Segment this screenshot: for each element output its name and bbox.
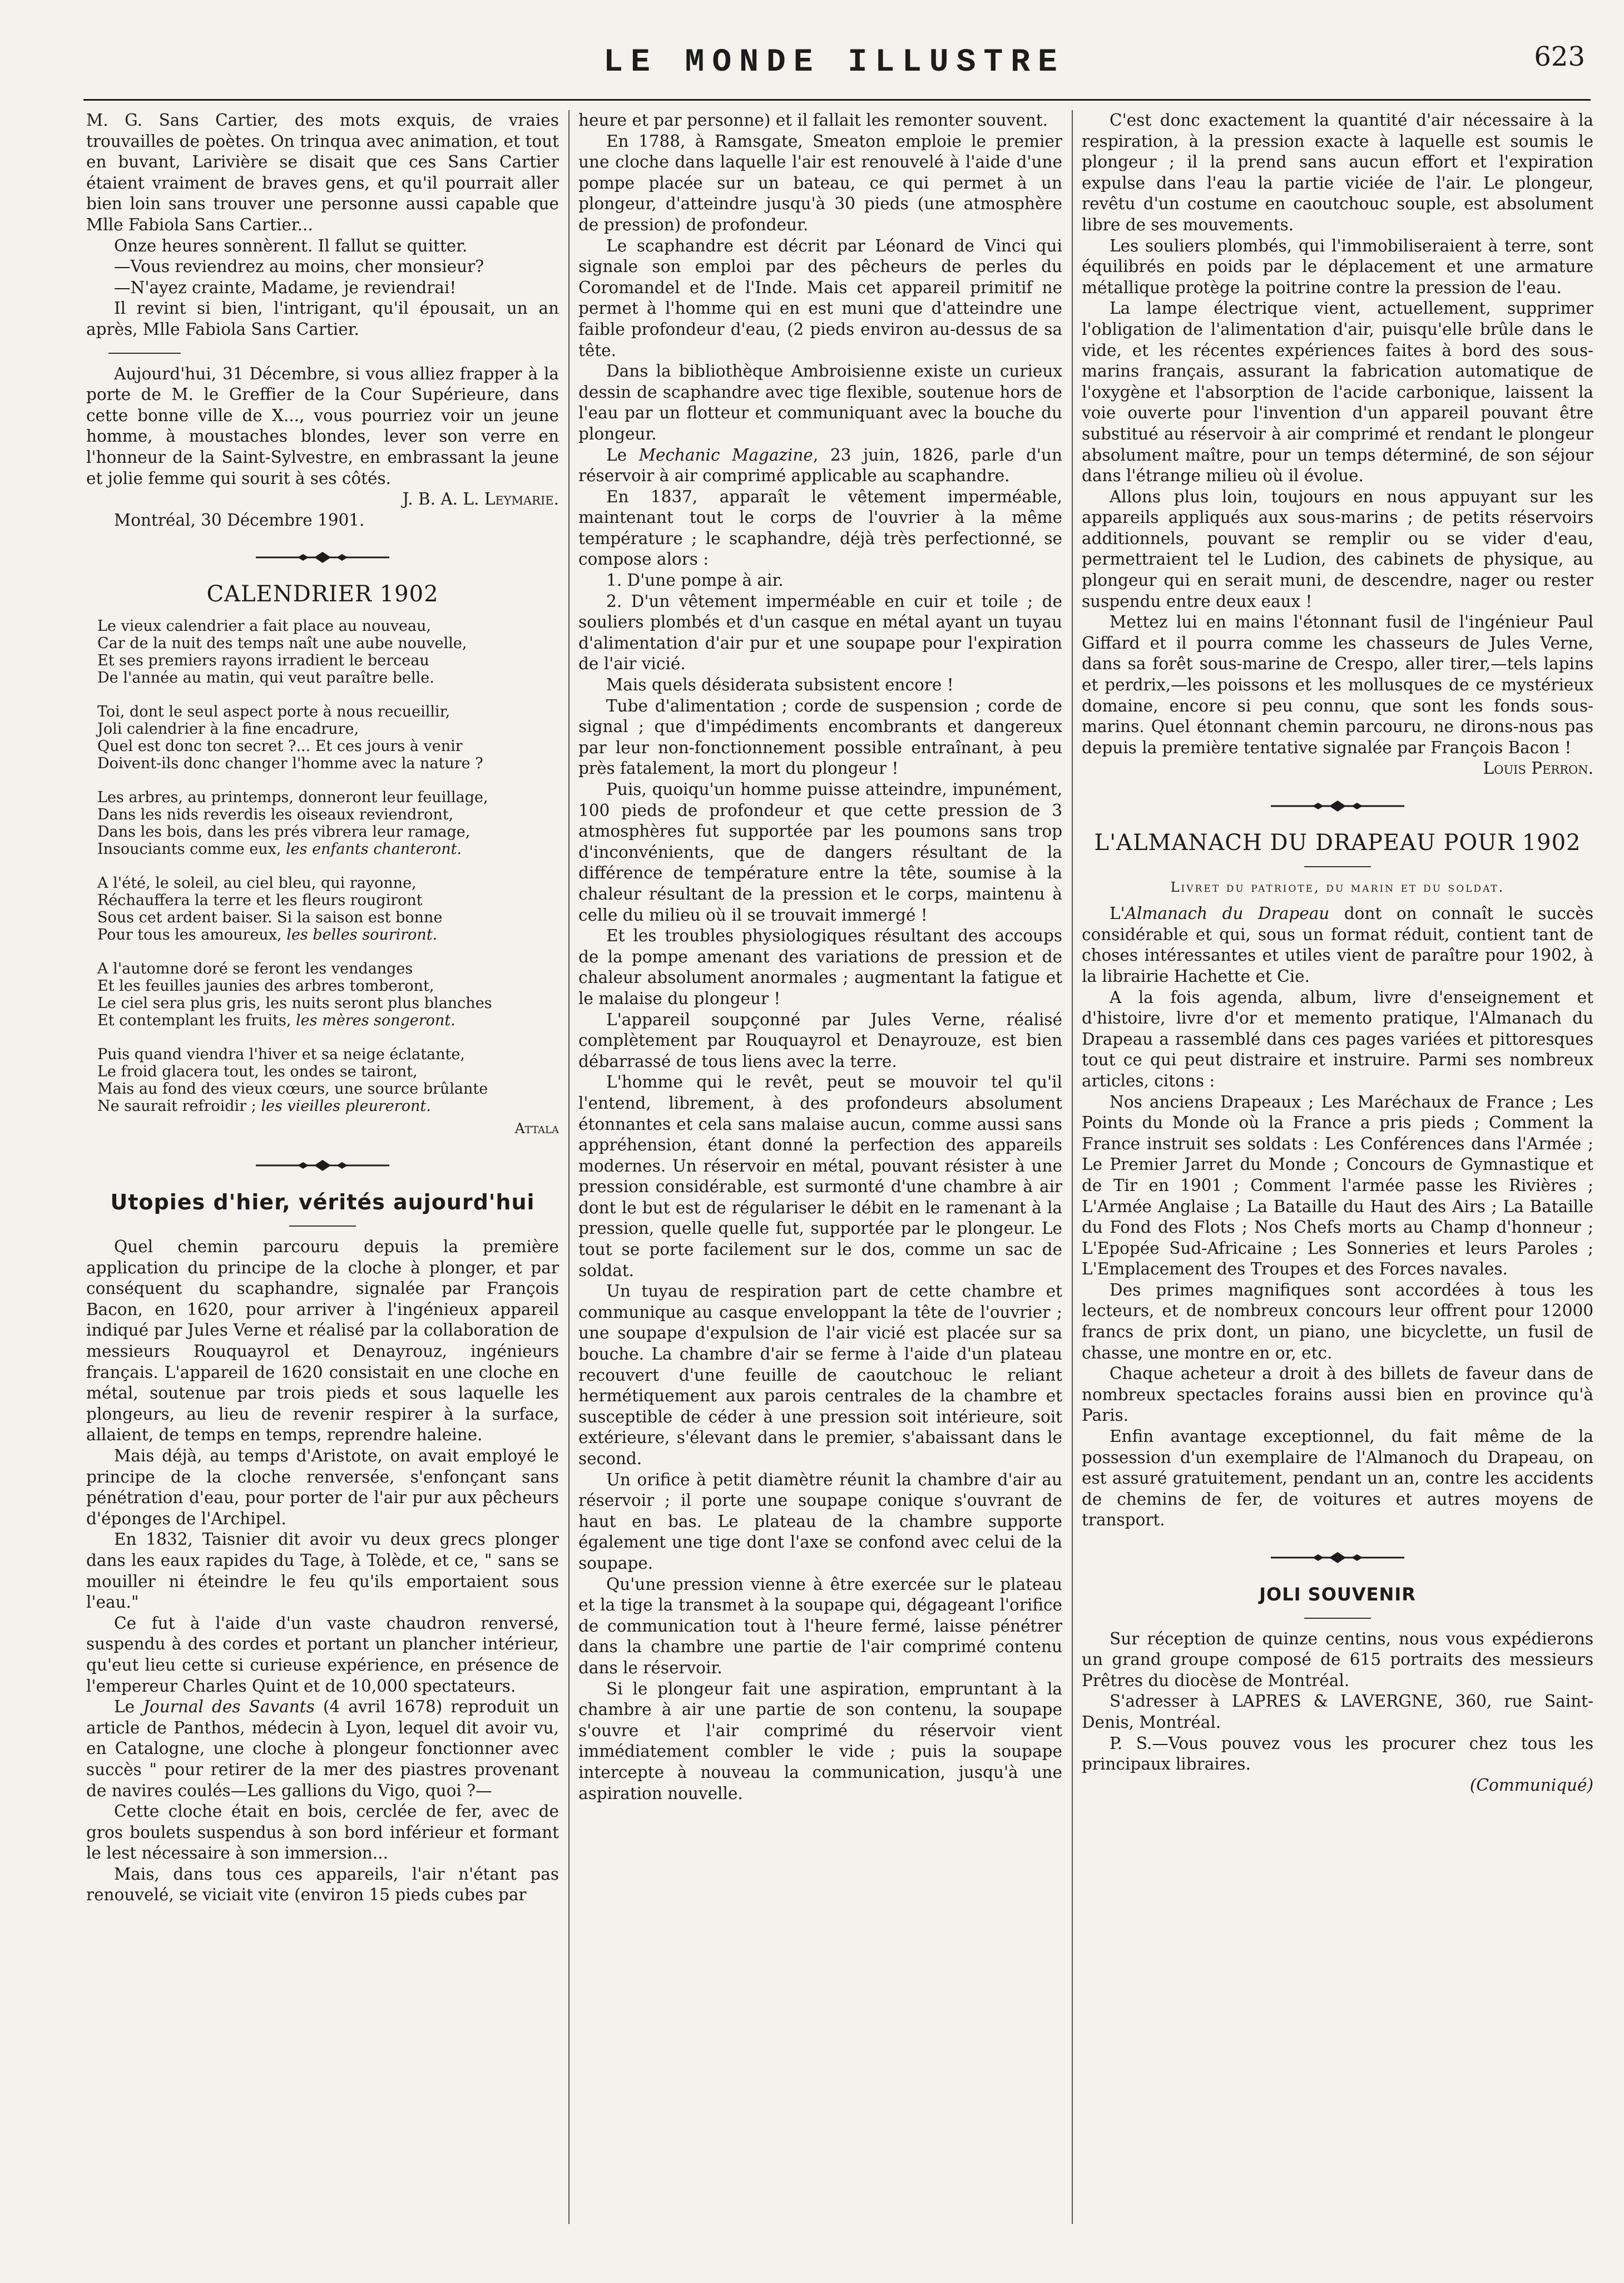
poem-verse: Puis quand viendra l'hiver et sa neige éclatante,: [97, 1045, 465, 1063]
souvenir-title: JOLI SOUVENIR: [1259, 1584, 1416, 1605]
almanach-paragraph: A la fois agenda, album, livre d'enseignement et d'histoire, livre d'or et memento pratique, l'Almanach du Drapeau a rassemblé dans ces pages variées et pittoresques tout ce qui peut distraire et instruire. Parmi ses nombreux articles, citons :: [1082, 987, 1593, 1090]
poem-verse: Le ciel sera plus gris, les nuits seront plus blanches: [97, 994, 492, 1012]
souvenir-paragraph: P. S.—Vous pouvez vous les procurer chez tous les principaux libraires.: [1082, 1733, 1593, 1774]
story-paragraph: Onze heures sonnèrent. Il fallut se quitter.: [114, 236, 468, 255]
story-paragraph: —N'ayez crainte, Madame, je reviendrai!: [114, 278, 457, 297]
utopies-paragraph: Allons plus loin, toujours en nous appuyant sur les appareils appliqués aux sous-marins ; de petits réservoirs additionnels, pouvant se remplir ou se vider d'eau, permettraient tel le Ludion, des cabinets de physique, au plongeur qui en serait muni, de descendre, nager ou rester suspendu entre deux eaux !: [1082, 487, 1593, 611]
poem-stanza: [97, 874, 559, 943]
text-run: (4 avril 1678) reproduit un article de Panthos, médecin à Lyon, lequel dit avoir vu, en Catalogne, une cloche à plongeur fonctionner avec succès " pour retirer de la mer des piastres provenant de navires coulés—Les gallions du Vigo, quoi ?—: [86, 1697, 559, 1800]
utopies-paragraph: [86, 1697, 559, 1801]
poem-verse: Les arbres, au printemps, donneront leur feuillage,: [97, 788, 488, 806]
utopies-paragraph: L'appareil soupçonné par Jules Verne, réalisé complètement par Rouquayrol et Denayrouze, est bien débarrassé de tous liens avec la terre.: [578, 1010, 1062, 1071]
title-underline: [289, 1225, 356, 1227]
poem-verse: Et les feuilles jaunies des arbres tomberont,: [97, 977, 434, 995]
ornament: [1082, 789, 1593, 823]
utopies-paragraph: En 1788, à Ramsgate, Smeaton emploie le premier une cloche dans laquelle l'air est renouvelé à l'aide d'une pompe placée sur un bateau, ce qui permet à un plongeur, d'atteindre jusqu'à 30 pieds (une atmosphère de pression) de profondeur.: [578, 131, 1062, 234]
column-1: [86, 110, 559, 2257]
verse-italic-ending: les mères songeront.: [296, 1011, 455, 1029]
verse-start: Ne saurait refroidir ;: [97, 1097, 256, 1115]
page-number: 623: [1534, 41, 1585, 72]
communique-note: [1082, 1775, 1593, 1796]
utopies-paragraph: Un tuyau de respiration part de cette chambre et communique au casque enveloppant la tête de l'ouvrier ; une soupape d'expulsion de l'air vicié est placée sur sa bouche. La chambre d'air se ferme à l'aide d'un plateau recouvert d'une feuille de caoutchouc le reliant hermétiquement aux parois centrales de la chambre et susceptible de céder à une pression soit intérieure, soit extérieure, s'élevant dans le premier, s'abaissant dans le second.: [578, 1282, 1062, 1468]
utopies-paragraph: Le scaphandre est décrit par Léonard de Vinci qui signale son emploi par des pêcheurs de perles du Coromandel et de l'Inde. Mais cet appareil primitif ne permet à l'homme qui en est muni que d'atteindre une faible profondeur d'eau, (2 pieds environ au-dessus de sa tête.: [578, 236, 1062, 360]
poem-signature: Attala: [514, 1120, 559, 1136]
poem-verse: Mais au fond des vieux cœurs, une source brûlante: [97, 1080, 488, 1098]
text-run: Le: [114, 1697, 143, 1717]
almanach-subtitle: Livret du patriote, du marin et du soldat.: [1170, 879, 1505, 895]
poem-verse: Doivent-ils donc changer l'homme avec la nature ?: [97, 754, 483, 772]
verse-italic-ending: les belles souriront.: [286, 926, 438, 943]
poem-verse: Le froid glacera tout, les ondes se tairont,: [97, 1063, 418, 1080]
ornament-rule-icon: [1265, 799, 1410, 813]
utopies-paragraph: Quel chemin parcouru depuis la première application du principe de la cloche à plonger, et par conséquent du scaphandre, signalée par François Bacon, en 1620, pour arriver à l'ingénieux appareil indiqué par Jules Verne et réalisé par la collaboration de messieurs Rouquayrol et Denayrouz, ingénieurs français. L'appareil de 1620 consistait en une cloche en métal, soutenue par trois pieds et sous laquelle les plongeurs, au lieu de revenir respirer à la surface, allaient, de temps en temps, reprendre haleine.: [86, 1237, 559, 1445]
story-signature: J. B. A. L. Leymarie.: [402, 490, 559, 509]
story-paragraph: Il revint si bien, l'intrigant, qu'il épousait, un an après, Mlle Fabiola Sans Cartier.: [86, 299, 559, 339]
verse-start: Insouciants comme eux,: [97, 840, 281, 858]
ornament-rule-icon: [250, 1159, 395, 1172]
calendrier-poem: [86, 617, 559, 1115]
almanach-name: Almanach du Drapeau: [1125, 904, 1330, 923]
poem-verse: Joli calendrier à la fine encadrure,: [97, 720, 359, 738]
poem-stanza: [97, 703, 559, 772]
utopies-paragraph: En 1837, apparaît le vêtement imperméable, maintenant tout le corps de l'ouvrier à la même température ; le scaphandre, déjà très perfectionné, se compose alors :: [578, 487, 1062, 569]
text-run: , 23 juin, 1826, parle d'un réservoir à air comprimé applicable au scaphandre.: [578, 445, 1062, 486]
story-dateline: Montréal, 30 Décembre 1901.: [114, 510, 365, 530]
poem-verse: A l'automne doré se feront les vendanges: [97, 960, 413, 977]
poem-verse: [97, 1012, 559, 1029]
poem-verse: Sous cet ardent baiser. Si la saison est bonne: [97, 908, 443, 926]
list-item: 1. D'une pompe à air.: [606, 571, 784, 590]
calendrier-title: CALENDRIER 1902: [206, 581, 439, 607]
text-run: Le: [606, 445, 639, 464]
poem-stanza: [97, 1046, 559, 1115]
poem-verse: De l'année au matin, qui veut paraître belle.: [97, 669, 434, 686]
poem-verse: Et ses premiers rayons irradient le berceau: [97, 651, 429, 669]
column-divider: [1072, 110, 1073, 2224]
utopies-title: Utopies d'hier, vérités aujourd'hui: [110, 1190, 535, 1215]
almanach-paragraph: [1082, 903, 1593, 987]
almanach-paragraph: Chaque acheteur a droit à des billets de faveur dans de nombreux spectacles forains aussi bien en province qu'à Paris.: [1082, 1364, 1593, 1425]
utopies-paragraph: Si le plongeur fait une aspiration, empruntant à la chambre à air une partie de son contenu, la soupape s'ouvre et l'air comprimé du réservoir vient immédiatement combler le vide ; puis la soupape intercepte à nouveau la communication, jusqu'à une aspiration nouvelle.: [578, 1679, 1062, 1803]
poem-stanza: [97, 789, 559, 858]
text-run: dont on connaît le succès considérable et qui, sous un format réduit, contient tant de choses intéressantes et utiles vient de paraître pour 1902, à la librairie Hachette et Cie.: [1082, 904, 1593, 986]
poem-verse: [97, 841, 559, 858]
utopies-paragraph: La lampe électrique vient, actuellement, supprimer l'obligation de l'alimentation d'air, puisqu'elle brûle dans le vide, et les récentes expériences faites à bord des sous-marins français, assurant la fabrication automatique de l'oxygène et l'absorption de l'acide carbonique, laissent la voie ouverte pour l'invention d'un appareil pouvant être substitué au réservoir à air comprimé et rendant le plongeur absolument maître, pour un temps déterminé, de son séjour dans l'étrange milieu où il évolue.: [1082, 299, 1593, 486]
title-underline: [1304, 1618, 1371, 1619]
poem-verse: Le vieux calendrier a fait place au nouveau,: [97, 617, 432, 635]
story-paragraph: Aujourd'hui, 31 Décembre, si vous alliez frapper à la porte de M. le Greffier de la Cour Supérieure, dans cette bonne ville de X..., vous pourriez voir un jeune homme, à moustaches blondes, lever son verre en l'honneur de la Saint-Sylvestre, en embrassant la jeune et jolie femme qui sourit à ses côtés.: [86, 364, 559, 488]
ornament-rule-icon: [250, 551, 395, 564]
utopies-paragraph: Cette cloche était en bois, cerclée de fer, avec de gros boulets suspendus à son bord inférieur et formant le lest nécessaire à son immersion...: [86, 1802, 559, 1863]
list-item: 2. D'un vêtement imperméable en cuir et toile ; de souliers plombés et d'un casque en métal ayant un tuyau d'alimentation d'air pur et une soupape pour l'expiration de l'air vicié.: [578, 591, 1062, 674]
story-paragraph: —Vous reviendrez au moins, cher monsieur?: [114, 257, 484, 276]
poem-verse: Quel est donc ton secret ?... Et ces jours à venir: [97, 737, 463, 755]
magazine-title: Mechanic Magazine: [638, 445, 813, 464]
utopies-paragraph: Ce fut à l'aide d'un vaste chaudron renversé, suspendu à des cordes et portant un plancher intérieur, qu'eut lieu cette si curieuse expérience, en présence de l'empereur Charles Quint et de 10,000 spectateurs.: [86, 1613, 559, 1696]
poem-verse: Car de la nuit des temps naît une aube nouvelle,: [97, 634, 467, 652]
journal-title: Journal des Savants: [143, 1697, 315, 1717]
utopies-paragraph: Mais, dans tous ces appareils, l'air n'étant pas renouvelé, se viciait vite (environ 15 pieds cubes par: [86, 1864, 559, 1905]
column-3: [1082, 110, 1593, 2257]
ornament: [86, 1149, 559, 1182]
almanach-title: L'ALMANACH DU DRAPEAU POUR 1902: [1094, 830, 1581, 856]
utopies-paragraph: En 1832, Taisnier dit avoir vu deux grecs plonger dans les eaux rapides du Tage, à Tolède, et ce, " sans se mouiller ni éteindre le feu qu'ils emportaient sous l'eau.": [86, 1530, 559, 1612]
poem-stanza: [97, 617, 559, 686]
poem-verse: [97, 1098, 559, 1115]
title-underline: [1304, 866, 1371, 867]
poem-verse: A l'été, le soleil, au ciel bleu, qui rayonne,: [97, 874, 417, 892]
newspaper-title: LE MONDE ILLUSTRE: [603, 45, 1065, 81]
souvenir-paragraph: Sur réception de quinze centins, nous vous expédierons un grand groupe composé de 615 portraits des messieurs Prêtres du diocèse de Montréal.: [1082, 1629, 1593, 1690]
utopies-paragraph: Mais déjà, au temps d'Aristote, on avait employé le principe de la cloche renversée, s'enfonçant sans pénétration d'eau, pour porter de l'air pur aux pêcheurs d'éponges de l'Archipel.: [86, 1446, 559, 1528]
utopies-paragraph: Et les troubles physiologiques résultant des accoups de la pompe amenant des variations de pression et de chaleur absolument anormales ; augmentant la fatigue et le malaise du plongeur !: [578, 926, 1062, 1008]
section-dash: [108, 353, 181, 354]
utopies-paragraph: L'homme qui le revêt, peut se mouvoir tel qu'il l'entend, librement, à des profondeurs absolument étonnantes et cela sans malaise aucun, comme aussi sans appréhension, étant donné la perfection des appareils modernes. Un réservoir en métal, pouvant résister à une pression considérable, est surmonté d'une chambre à air dont le but est de régulariser le débit en le ramenant à la pression, quelle quelle fut, supportée par le plongeur. Le tout se porte facilement sur le dos, comme un sac de soldat.: [578, 1073, 1062, 1280]
almanach-paragraph: Des primes magnifiques sont accordées à tous les lecteurs, et de nombreux concours leur offrent pour 12000 francs de prix dont, un piano, une bicyclette, un fusil de chasse, une montre en or, etc.: [1082, 1280, 1593, 1362]
poem-verse: Toi, dont le seul aspect porte à nous recueillir,: [97, 703, 450, 720]
utopies-paragraph: heure et par personne) et il fallait les remonter souvent.: [578, 111, 1048, 130]
text-run: L': [1110, 904, 1125, 923]
almanach-paragraph: Enfin avantage exceptionnel, du fait même de la possession d'un exemplaire de l'Almanoch du Drapeau, on est assuré gratuitement, pendant un an, contre les accidents de chemins de fer, de voitures et autres moyens de transport.: [1082, 1427, 1593, 1530]
utopies-paragraph: Mais quels désiderata subsistent encore !: [606, 675, 954, 695]
verse-italic-ending: les vieilles pleureront.: [261, 1097, 431, 1115]
souvenir-paragraph: S'adresser à LAPRES & LAVERGNE, 360, rue Saint-Denis, Montréal.: [1082, 1692, 1593, 1732]
ornament: [86, 541, 559, 574]
utopies-paragraph: Tube d'alimentation ; corde de suspension ; corde de signal ; que d'impédiments encombrants et dangereux par leur non-fonctionnement possible entraînant, à peu près fatalement, la mort du plongeur !: [578, 696, 1062, 778]
poem-verse: Dans les bois, dans les prés vibrera leur ramage,: [97, 823, 471, 841]
poem-stanza: [97, 960, 559, 1029]
masthead: [83, 33, 1585, 95]
ornament: [1082, 1541, 1593, 1574]
ornament-rule-icon: [1265, 1551, 1410, 1564]
utopies-paragraph: Qu'une pression vienne à être exercée sur le plateau et la tige la transmet à la soupape qui, dégageant l'orifice de communication tout à l'heure fermé, laisse pénétrer dans la chambre une partie de l'air comprimé contenu dans le réservoir.: [578, 1574, 1062, 1677]
column-2: [578, 110, 1062, 2257]
poem-verse: Réchauffera la terre et les fleurs rougiront: [97, 891, 423, 909]
utopies-signature: Louis Perron.: [1483, 759, 1593, 778]
almanach-paragraph: Nos anciens Drapeaux ; Les Maréchaux de France ; Les Points du Monde où la France a pris pieds ; Comment la France instruit ses soldats : Les Conférences dans l'Armée ; Le Premier Jarret du Monde ; Concours de Gymnastique et de Tir en 1901 ; Comment l'armée passe les Rivières ; L'Armée Anglaise ; La Bataille du Haut des Airs ; La Bataille du Fond des Flots ; Nos Chefs morts au Champ d'honneur ; L'Epopée Sud-Africaine ; Les Sonneries et leurs Paroles ; L'Emplacement des Troupes et des Forces navales.: [1082, 1092, 1593, 1279]
poem-verse: Dans les nids reverdis les oiseaux reviendront,: [97, 806, 454, 823]
masthead-rule: [83, 99, 1591, 101]
utopies-paragraph: [578, 445, 1062, 487]
story-paragraph: M. G. Sans Cartier, des mots exquis, de vraies trouvailles de poètes. On trinqua avec animation, et tout en buvant, Larivière se disait que ces Sans Cartier étaient vraiment de braves gens, et qu'il pourrait aller bien loin sans trouver une personne aussi capable que Mlle Fabiola Sans Cartier...: [86, 111, 559, 234]
verse-italic-ending: les enfants chanteront.: [286, 840, 462, 858]
poem-verse: [97, 926, 559, 943]
utopies-paragraph: Mettez lui en mains l'étonnant fusil de l'ingénieur Paul Giffard et il pourra comme les chasseurs de Jules Verne, dans sa forêt sous-marine de Crespo, aller tirer,—tels lapins et perdrix,—les poissons et les mollusques de ce mystérieux domaine, encore si peu connu, que sont les fonds sous-marins. Quel étonnant chemin parcouru, ne dirons-nous pas depuis la première tentative signalée par François Bacon !: [1082, 612, 1593, 757]
utopies-paragraph: Dans la bibliothèque Ambroisienne existe un curieux dessin de scaphandre avec tige flexible, soutenue hors de l'eau par un flotteur et communiquant avec la bouche du plongeur.: [578, 362, 1062, 443]
verse-start: Pour tous les amoureux,: [97, 926, 282, 943]
verse-start: Et contemplant les fruits,: [97, 1011, 291, 1029]
utopies-paragraph: Les souliers plombés, qui l'immobiliseraient à terre, sont équilibrés en poids par le déplacement et une armature métallique protège la poitrine contre la pression de l'eau.: [1082, 236, 1593, 297]
utopies-paragraph: Puis, quoiqu'un homme puisse atteindre, impunément, 100 pieds de profondeur et que cette pression de 3 atmosphères fut supportée par les poumons sans trop d'inconvénients, que de dangers résultant de la différence de température entre la tête, soumise à la chaleur résultant de la pression et le corps, maintenu à celle du milieu où il se trouvait immergé !: [578, 780, 1062, 925]
column-divider: [568, 110, 570, 2224]
communique-label: (Communiqué): [1469, 1775, 1593, 1795]
utopies-paragraph: Un orifice à petit diamètre réunit la chambre d'air au réservoir ; il porte une soupape conique s'ouvrant de haut en bas. Le plateau de la chambre supporte également une tige dont l'axe se confond avec celui de la soupape.: [578, 1470, 1062, 1573]
utopies-paragraph: C'est donc exactement la quantité d'air nécessaire à la respiration, à la pression exacte à laquelle est soumis le plongeur ; il la prend sans aucun effort et l'expiration expulse dans l'eau la partie viciée de l'air. Le plongeur, revêtu d'un costume en caoutchouc souple, est absolument libre de ses mouvements.: [1082, 111, 1593, 234]
